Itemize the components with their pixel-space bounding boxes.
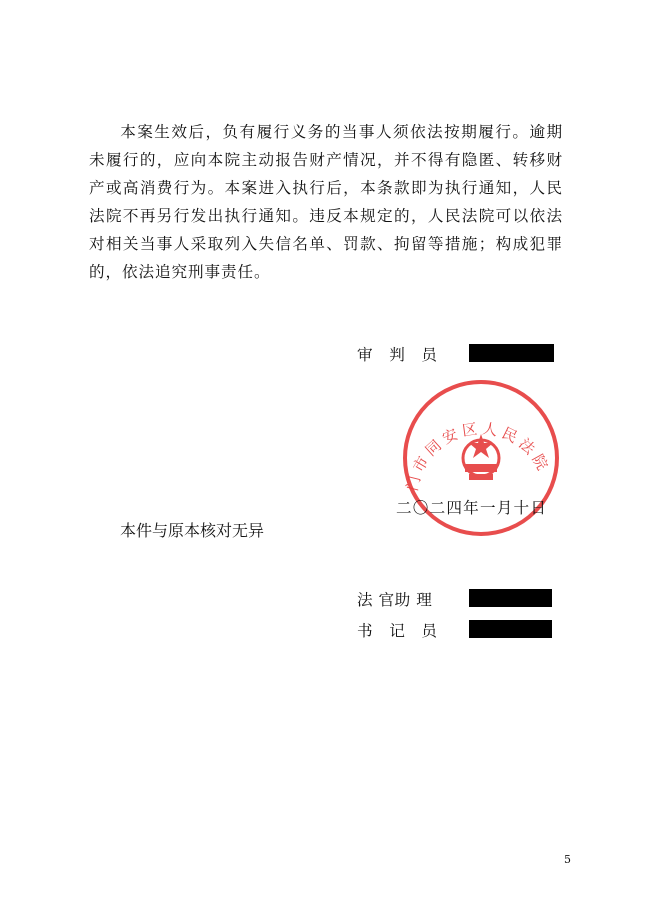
- assistant-name-redaction: [469, 589, 552, 607]
- judge-label: 审 判 员: [357, 346, 438, 364]
- seal-text: 门市同安区人民法院: [402, 419, 554, 493]
- page-number: 5: [564, 853, 571, 866]
- judgment-paragraph: 本案生效后，负有履行义务的当事人须依法按期履行。逾期未履行的，应向本院主动报告财产情况，并不得有隐匿、转移财产或高消费行为。本案进入执行后，本条款即为执行通知，人民法院不再另行发出执行通知。违反本规定的，人民法院可以依法对相关当事人采取列入失信名单、罚款、拘留等措施；构成犯罪的，依法追究刑事责任。: [89, 123, 563, 281]
- copy-verification-note: 本件与原本核对无异: [120, 521, 265, 540]
- judge-name-redaction: [469, 344, 554, 362]
- clerk-name-redaction: [469, 620, 552, 638]
- national-emblem-icon: [463, 434, 499, 480]
- clerk-label: 书 记 员: [357, 622, 438, 640]
- judgment-date: 二〇二四年一月十日: [396, 499, 548, 517]
- assistant-judge-label: 法 官助 理: [357, 591, 433, 609]
